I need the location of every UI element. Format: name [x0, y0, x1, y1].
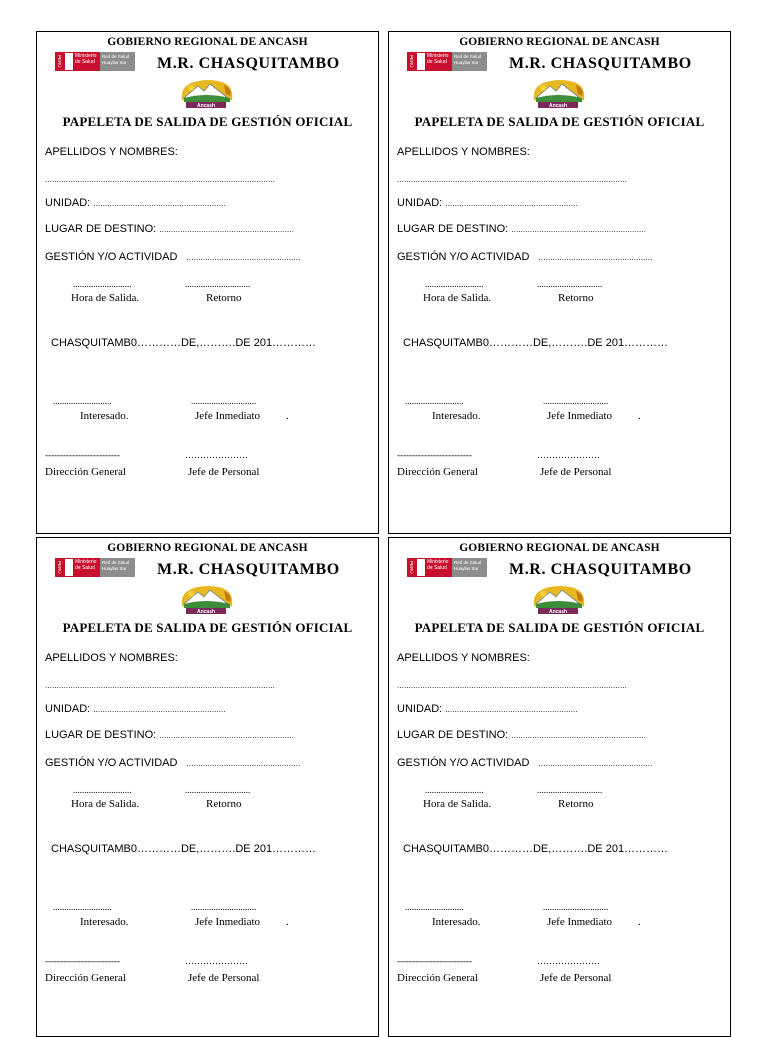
peru-label: PERÚ: [407, 558, 416, 577]
unidad-field[interactable]: .........................................................: [445, 199, 578, 208]
gestion-field[interactable]: .................................................: [186, 253, 301, 262]
date-line[interactable]: CHASQUITAMB0…………DE,……….DE 201…………: [403, 843, 669, 855]
mr-title: M.R. CHASQUITAMBO: [509, 55, 692, 72]
retorno-label: Retorno: [206, 798, 242, 810]
interesado-label: Interesado.: [80, 410, 129, 422]
lugar-field[interactable]: ..........................................................: [159, 731, 295, 740]
ministry-logo: [407, 558, 487, 577]
jefe-inmediato-signature-line[interactable]: .............................: [191, 902, 257, 912]
jefe-personal-label: Jefe de Personal: [540, 972, 612, 984]
date-line[interactable]: CHASQUITAMB0…………DE,……….DE 201…………: [51, 843, 317, 855]
lugar-row: [397, 729, 646, 741]
retorno-label: Retorno: [558, 798, 594, 810]
form-title: PAPELETA DE SALIDA DE GESTIÓN OFICIAL: [414, 114, 705, 129]
hora-salida-label: Hora de Salida.: [423, 292, 492, 304]
direccion-signature-line[interactable]: -------------------------: [45, 450, 120, 460]
mr-title: M.R. CHASQUITAMBO: [157, 561, 340, 578]
hora-salida-field[interactable]: ..........................: [425, 279, 484, 289]
retorno-field[interactable]: .............................: [185, 279, 251, 289]
ministry-label: Ministerio de Salud: [74, 558, 100, 577]
lugar-field[interactable]: ..........................................................: [511, 731, 647, 740]
apellidos-label: APELLIDOS Y NOMBRES:: [397, 652, 530, 664]
apellidos-field[interactable]: ...................................................................................................: [45, 681, 275, 690]
ministry-label: Ministerio de Salud: [74, 52, 100, 71]
shield-icon: [64, 558, 74, 577]
form-title: PAPELETA DE SALIDA DE GESTIÓN OFICIAL: [62, 620, 353, 635]
jefe-inmediato-signature-line[interactable]: .............................: [543, 396, 609, 406]
unidad-label: UNIDAD:: [45, 703, 91, 715]
interesado-signature-line[interactable]: ..........................: [405, 396, 464, 406]
mr-title: M.R. CHASQUITAMBO: [509, 561, 692, 578]
personal-signature-line[interactable]: …………………: [185, 956, 248, 966]
unidad-row: [45, 703, 226, 715]
lugar-row: [397, 223, 646, 235]
jefe-personal-label: Jefe de Personal: [188, 972, 260, 984]
hora-salida-label: Hora de Salida.: [71, 798, 140, 810]
network-label: Red de Salud Huaylas Sur: [100, 558, 135, 577]
jefe-personal-label: Jefe de Personal: [540, 466, 612, 478]
interesado-label: Interesado.: [432, 916, 481, 928]
gestion-field[interactable]: .................................................: [538, 759, 653, 768]
apellidos-field[interactable]: ...................................................................................................: [397, 681, 627, 690]
slip-top-right: [388, 31, 731, 534]
interesado-signature-line[interactable]: ..........................: [53, 902, 112, 912]
lugar-label: LUGAR DE DESTINO:: [397, 729, 509, 741]
gestion-field[interactable]: .................................................: [538, 253, 653, 262]
jefe-inmediato-period: .: [286, 916, 289, 928]
ministry-label: Ministerio de Salud: [426, 558, 452, 577]
slip-bottom-right: [388, 537, 731, 1037]
direccion-general-label: Dirección General: [45, 466, 126, 478]
personal-signature-line[interactable]: …………………: [537, 450, 600, 460]
interesado-signature-line[interactable]: ..........................: [53, 396, 112, 406]
ministry-logo: [407, 52, 487, 71]
jefe-inmediato-signature-line[interactable]: .............................: [191, 396, 257, 406]
retorno-label: Retorno: [206, 292, 242, 304]
gestion-label: GESTIÓN Y/O ACTIVIDAD: [45, 757, 178, 769]
direccion-general-label: Dirección General: [397, 972, 478, 984]
form-title: PAPELETA DE SALIDA DE GESTIÓN OFICIAL: [414, 620, 705, 635]
unidad-field[interactable]: .........................................................: [93, 705, 226, 714]
ancash-emblem-icon: [178, 76, 236, 114]
unidad-label: UNIDAD:: [397, 703, 443, 715]
ministry-logo: [55, 52, 135, 71]
government-header: GOBIERNO REGIONAL DE ANCASH: [107, 36, 308, 48]
jefe-inmediato-label: Jefe Inmediato: [547, 916, 613, 928]
mr-title: M.R. CHASQUITAMBO: [157, 55, 340, 72]
personal-signature-line[interactable]: …………………: [185, 450, 248, 460]
jefe-personal-label: Jefe de Personal: [188, 466, 260, 478]
retorno-field[interactable]: .............................: [537, 279, 603, 289]
lugar-field[interactable]: ..........................................................: [511, 225, 647, 234]
gestion-row: [45, 251, 300, 263]
apellidos-label: APELLIDOS Y NOMBRES:: [45, 146, 178, 158]
hora-salida-field[interactable]: ..........................: [73, 785, 132, 795]
form-title: PAPELETA DE SALIDA DE GESTIÓN OFICIAL: [62, 114, 353, 129]
shield-icon: [416, 558, 426, 577]
network-label: Red de Salud Huaylas Sur: [452, 558, 487, 577]
hora-salida-label: Hora de Salida.: [71, 292, 140, 304]
ancash-emblem-icon: [178, 582, 236, 620]
ancash-emblem-icon: [530, 582, 588, 620]
unidad-row: [397, 703, 578, 715]
unidad-row: [397, 197, 578, 209]
apellidos-label: APELLIDOS Y NOMBRES:: [397, 146, 530, 158]
gestion-label: GESTIÓN Y/O ACTIVIDAD: [397, 757, 530, 769]
direccion-general-label: Dirección General: [397, 466, 478, 478]
direccion-signature-line[interactable]: -------------------------: [397, 450, 472, 460]
lugar-label: LUGAR DE DESTINO:: [45, 729, 157, 741]
direccion-general-label: Dirección General: [45, 972, 126, 984]
ministry-label: Ministerio de Salud: [426, 52, 452, 71]
government-header: GOBIERNO REGIONAL DE ANCASH: [459, 542, 660, 554]
gestion-row: [397, 251, 652, 263]
jefe-inmediato-period: .: [286, 410, 289, 422]
unidad-row: [45, 197, 226, 209]
retorno-field[interactable]: .............................: [185, 785, 251, 795]
government-header: GOBIERNO REGIONAL DE ANCASH: [107, 542, 308, 554]
emblem-caption: Ancash: [548, 103, 568, 109]
direccion-signature-line[interactable]: -------------------------: [45, 956, 120, 966]
shield-icon: [64, 52, 74, 71]
peru-label: PERÚ: [55, 52, 64, 71]
gestion-row: [397, 757, 652, 769]
network-label: Red de Salud Huaylas Sur: [100, 52, 135, 71]
apellidos-label: APELLIDOS Y NOMBRES:: [45, 652, 178, 664]
direccion-signature-line[interactable]: -------------------------: [397, 956, 472, 966]
ministry-logo: [55, 558, 135, 577]
unidad-field[interactable]: .........................................................: [93, 199, 226, 208]
unidad-field[interactable]: .........................................................: [445, 705, 578, 714]
emblem-caption: Ancash: [548, 609, 568, 615]
jefe-inmediato-label: Jefe Inmediato: [195, 410, 261, 422]
retorno-field[interactable]: .............................: [537, 785, 603, 795]
hora-salida-field[interactable]: ..........................: [425, 785, 484, 795]
shield-icon: [416, 52, 426, 71]
jefe-inmediato-signature-line[interactable]: .............................: [543, 902, 609, 912]
personal-signature-line[interactable]: …………………: [537, 956, 600, 966]
lugar-row: [45, 729, 294, 741]
unidad-label: UNIDAD:: [45, 197, 91, 209]
date-line[interactable]: CHASQUITAMB0…………DE,……….DE 201…………: [51, 337, 317, 349]
interesado-label: Interesado.: [80, 916, 129, 928]
gestion-row: [45, 757, 300, 769]
emblem-caption: Ancash: [196, 609, 216, 615]
government-header: GOBIERNO REGIONAL DE ANCASH: [459, 36, 660, 48]
slip-top-left: [36, 31, 379, 534]
interesado-label: Interesado.: [432, 410, 481, 422]
hora-salida-label: Hora de Salida.: [423, 798, 492, 810]
jefe-inmediato-period: .: [638, 916, 641, 928]
emblem-caption: Ancash: [196, 103, 216, 109]
gestion-label: GESTIÓN Y/O ACTIVIDAD: [45, 251, 178, 263]
lugar-label: LUGAR DE DESTINO:: [45, 223, 157, 235]
retorno-label: Retorno: [558, 292, 594, 304]
apellidos-field[interactable]: ...................................................................................................: [45, 175, 275, 184]
hora-salida-field[interactable]: ..........................: [73, 279, 132, 289]
peru-label: PERÚ: [407, 52, 416, 71]
gestion-label: GESTIÓN Y/O ACTIVIDAD: [397, 251, 530, 263]
jefe-inmediato-label: Jefe Inmediato: [195, 916, 261, 928]
unidad-label: UNIDAD:: [397, 197, 443, 209]
network-label: Red de Salud Huaylas Sur: [452, 52, 487, 71]
jefe-inmediato-label: Jefe Inmediato: [547, 410, 613, 422]
ancash-emblem-icon: [530, 76, 588, 114]
jefe-inmediato-period: .: [638, 410, 641, 422]
date-line[interactable]: CHASQUITAMB0…………DE,……….DE 201…………: [403, 337, 669, 349]
lugar-label: LUGAR DE DESTINO:: [397, 223, 509, 235]
apellidos-field[interactable]: ...................................................................................................: [397, 175, 627, 184]
peru-label: PERÚ: [55, 558, 64, 577]
slip-bottom-left: [36, 537, 379, 1037]
lugar-field[interactable]: ..........................................................: [159, 225, 295, 234]
lugar-row: [45, 223, 294, 235]
interesado-signature-line[interactable]: ..........................: [405, 902, 464, 912]
gestion-field[interactable]: .................................................: [186, 759, 301, 768]
